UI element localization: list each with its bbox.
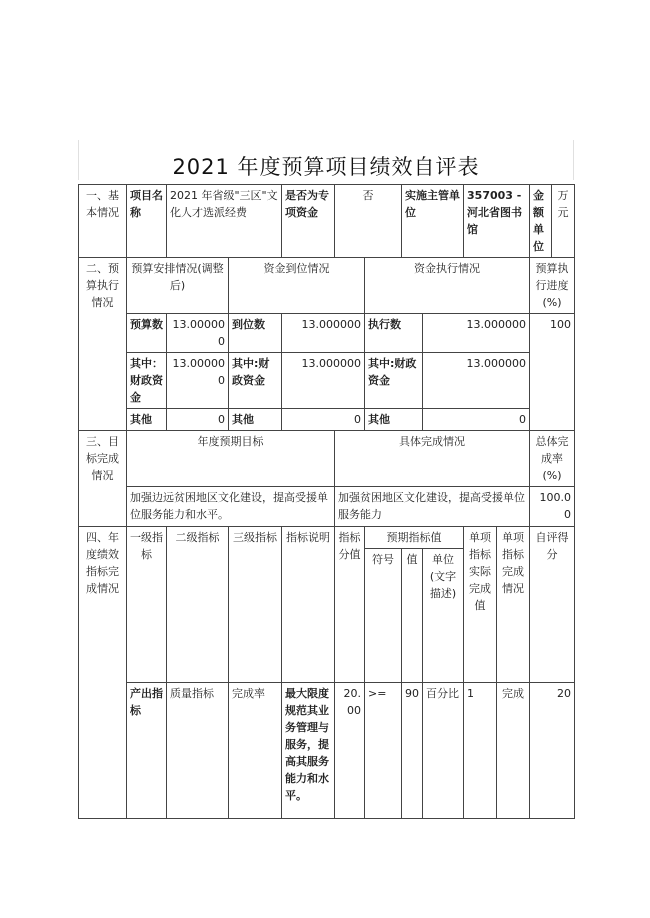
other-exec-label: 其他 (365, 409, 423, 431)
annual-goal-header: 年度预期目标 (127, 431, 335, 487)
evaluation-table (78, 184, 575, 819)
self-score-header: 自评得分 (530, 527, 575, 683)
level3-header: 三级指标 (229, 527, 282, 683)
indicator-level3: 完成率 (229, 683, 282, 819)
fiscal-arrival-label: 其中:财政资金 (229, 353, 282, 409)
section-label-budget: 二、预算执行情况 (79, 258, 127, 431)
row-goals-header (79, 431, 575, 487)
other-arrival-label: 其他 (229, 409, 282, 431)
expected-value-header: 预期指标值 (365, 527, 464, 549)
funds-arrival-header: 资金到位情况 (229, 258, 365, 314)
actual-value-header: 单项指标实际完成值 (464, 527, 497, 683)
other-arrival-value: 0 (282, 409, 365, 431)
completion-rate-value: 100.00 (530, 487, 575, 527)
other-budget-label: 其他 (127, 409, 167, 431)
level1-header: 一级指标 (127, 527, 167, 683)
fiscal-arrival-value: 13.000000 (282, 353, 365, 409)
project-name-value: 2021 年省级"三区"文化人才选派经费 (167, 185, 282, 258)
arrival-amount-label: 到位数 (229, 314, 282, 353)
fiscal-budget-label: 其中：财政资金 (127, 353, 167, 409)
indicator-status: 完成 (497, 683, 530, 819)
fiscal-exec-label: 其中:财政资金 (365, 353, 423, 409)
completion-header: 具体完成情况 (335, 431, 530, 487)
section-label-indicators: 四、年度绩效指标完成情况 (79, 527, 127, 819)
indicator-actual: 1 (464, 683, 497, 819)
indicator-score-header: 指标分值 (335, 527, 365, 683)
indicator-score: 20.00 (335, 683, 365, 819)
execution-progress-header: 预算执行进度(%) (530, 258, 575, 314)
unit-header: 单位(文字描述) (423, 549, 464, 683)
indicator-desc-header: 指标说明 (282, 527, 335, 683)
indicator-target: 90 (402, 683, 423, 819)
document-title: 2021 年度预算项目绩效自评表 (172, 155, 480, 179)
special-fund-label: 是否为专项资金 (282, 185, 335, 258)
section-label-basic: 一、基本情况 (79, 185, 127, 258)
indicator-symbol: >= (365, 683, 402, 819)
row-budget-header (79, 258, 575, 314)
row-budget-totals (79, 314, 575, 353)
level2-header: 二级指标 (167, 527, 229, 683)
row-indicator-header-1 (79, 527, 575, 549)
execution-amount-value: 13.000000 (423, 314, 530, 353)
execution-amount-label: 执行数 (365, 314, 423, 353)
row-budget-fiscal (79, 353, 575, 409)
amount-unit-value: 万元 (552, 185, 575, 258)
row-budget-other (79, 409, 575, 431)
other-exec-value: 0 (423, 409, 530, 431)
special-fund-value: 否 (335, 185, 402, 258)
section-label-goals: 三、目标完成情况 (79, 431, 127, 527)
amount-unit-label: 金额单位 (530, 185, 552, 258)
indicator-level1: 产出指标 (127, 683, 167, 819)
budget-arrangement-header: 预算安排情况(调整后) (127, 258, 229, 314)
row-goals-content (79, 487, 575, 527)
arrival-amount-value: 13.000000 (282, 314, 365, 353)
symbol-header: 符号 (365, 549, 402, 683)
indicator-description: 最大限度规范其业务管理与服务，提高其服务能力和水平。 (282, 683, 335, 819)
indicator-level2: 质量指标 (167, 683, 229, 819)
implementing-unit-label: 实施主管单位 (402, 185, 464, 258)
budget-amount-label: 预算数 (127, 314, 167, 353)
implementing-unit-value: 357003 - 河北省图书馆 (464, 185, 530, 258)
indicator-unit: 百分比 (423, 683, 464, 819)
value-header: 值 (402, 549, 423, 683)
completion-rate-header: 总体完成率(%) (530, 431, 575, 487)
funds-execution-header: 资金执行情况 (365, 258, 530, 314)
project-name-label: 项目名称 (127, 185, 167, 258)
annual-goal-text: 加强边远贫困地区文化建设，提高受援单位服务能力和水平。 (127, 487, 335, 527)
indicator-self-score: 20 (530, 683, 575, 819)
row-basic-info (79, 185, 575, 258)
fiscal-exec-value: 13.000000 (423, 353, 530, 409)
table-row (79, 683, 575, 819)
completion-status-header: 单项指标完成情况 (497, 527, 530, 683)
completion-text: 加强贫困地区文化建设，提高受援单位服务能力 (335, 487, 530, 527)
execution-progress-value: 100 (530, 314, 575, 431)
budget-amount-value: 13.000000 (167, 314, 229, 353)
fiscal-budget-value: 13.000000 (167, 353, 229, 409)
other-budget-value: 0 (167, 409, 229, 431)
